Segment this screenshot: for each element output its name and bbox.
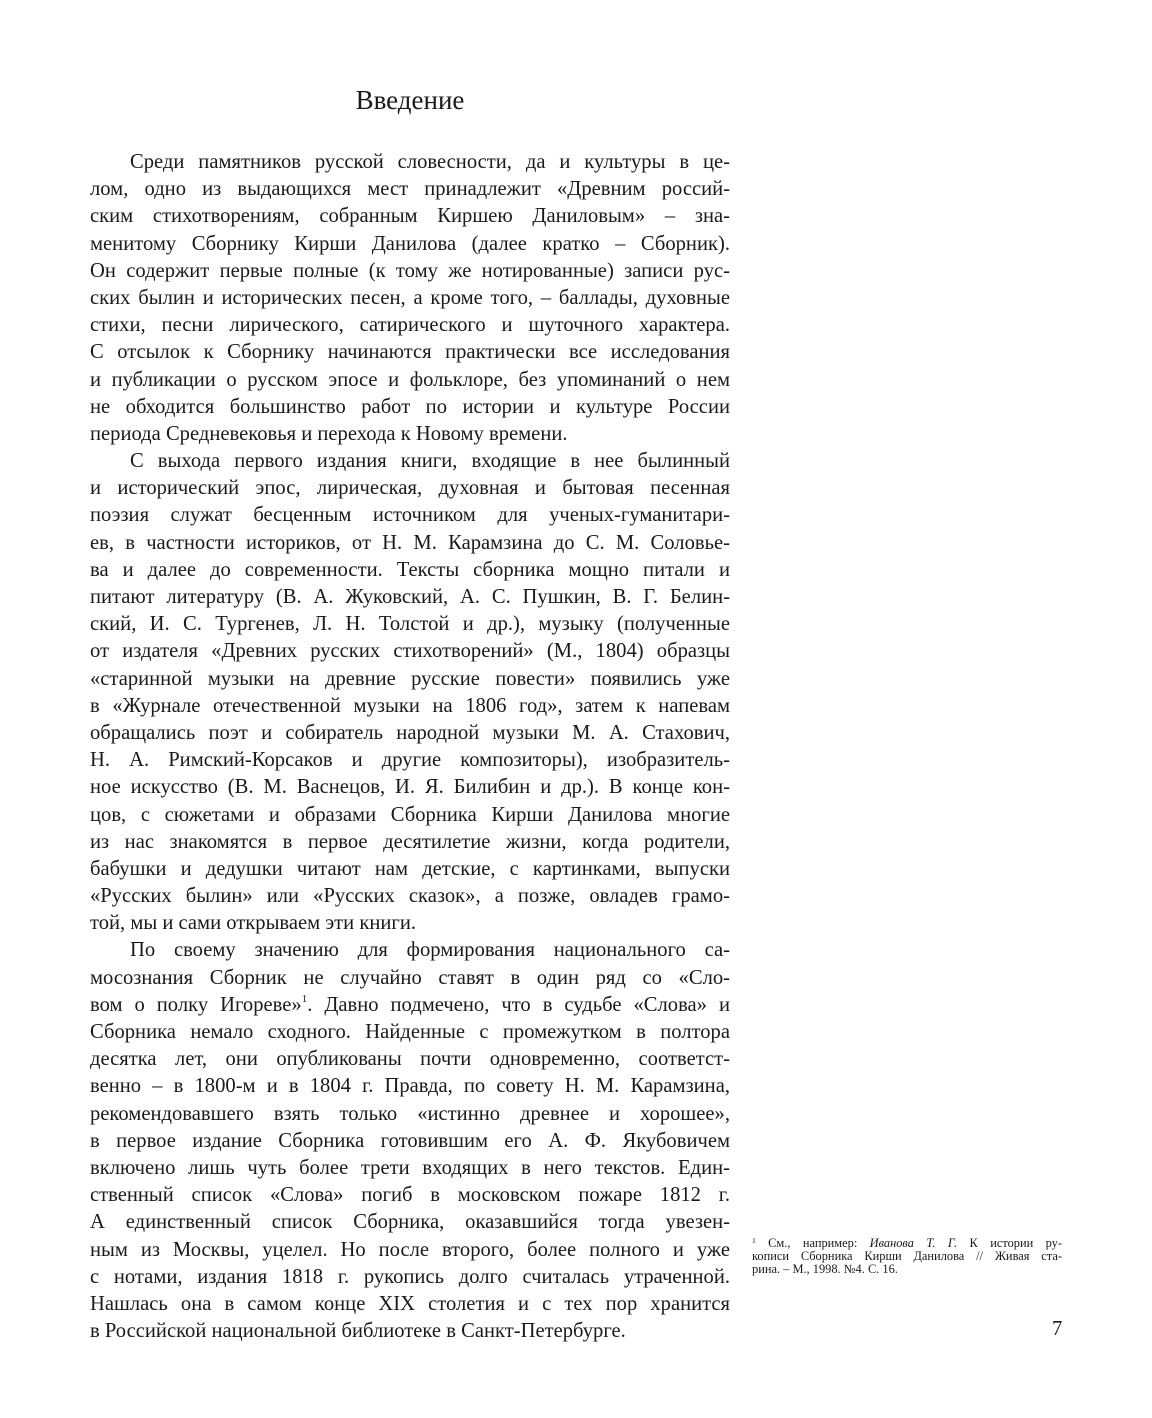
text-line: стихи, песни лирического, сатирического и шуточного характера.	[90, 314, 730, 337]
text-line: ным из Москвы, уцелел. Но после второго, более полного и уже	[90, 1238, 730, 1261]
text-line: А единственный список Сборника, оказавшийся тогда увезен-	[90, 1211, 730, 1234]
footnote-author: Иванова Т. Г.	[869, 1236, 958, 1250]
page-number: 7	[1052, 1318, 1063, 1340]
text-line: «Русских былин» или «Русских сказок», а позже, овладев грамо-	[90, 885, 730, 908]
text-line: в первое издание Сборника готовившим его А. Ф. Якубовичем	[90, 1129, 730, 1152]
text-line-with-footnote	[90, 992, 730, 1019]
footnote-mark: 1	[752, 1236, 756, 1245]
text-line: Нашлась она в самом конце XIX столетия и с тех пор хранится	[90, 1292, 730, 1315]
text-line: включено лишь чуть более трети входящих в него текстов. Един-	[90, 1156, 730, 1179]
text-line: рекомендовавшего взять только «истинно древнее и хорошее»,	[90, 1102, 730, 1125]
text-line: Н. А. Римский-Корсаков и другие композиторы), изобразитель-	[90, 749, 730, 772]
text-line: и исторический эпос, лирическая, духовная и бытовая песенная	[90, 477, 730, 500]
footnote-text: К истории ру-	[957, 1236, 1062, 1250]
text-line: ских былин и исторических песен, а кроме того, – баллады, духовные	[90, 286, 730, 309]
text-line: По своему значению для формирования национального са-	[130, 939, 730, 962]
text-line: поэзия служат бесценным источником для ученых-гуманитари-	[90, 504, 730, 527]
text-fragment: . Давно подмечено, что в судьбе «Слова» и	[307, 993, 730, 1016]
text-line: Сборника немало сходного. Найденные с промежутком в полтора	[90, 1021, 730, 1043]
footnote-line: кописи Сборника Кирши Данилова // Живая ста-	[752, 1249, 1062, 1263]
text-line: ва и далее до современности. Тексты сборника мощно питали и	[90, 558, 730, 581]
body-text	[90, 149, 730, 1345]
text-fragment: вом о полку Игореве»	[90, 993, 302, 1016]
text-line: периода Средневековья и перехода к Новому времени.	[90, 422, 568, 445]
text-line: ский, И. С. Тургенев, Л. Н. Толстой и др.), музыку (полученные	[90, 613, 730, 636]
text-line: не обходится большинство работ по истории и культуре России	[90, 395, 730, 418]
text-line: мосознания Сборник не случайно ставят в один ряд со «Сло-	[90, 966, 730, 989]
footnote	[752, 1237, 1062, 1276]
page-title: Введение	[355, 85, 465, 115]
text-line: цов, с сюжетами и образами Сборника Кирши Данилова многие	[90, 803, 730, 826]
text-line: ским стихотворениям, собранным Киршею Даниловым» – зна-	[90, 205, 730, 228]
text-line: десятка лет, они опубликованы почти одновременно, соответст-	[90, 1048, 730, 1071]
text-line: ное искусство (В. М. Васнецов, И. Я. Билибин и др.). В конце кон-	[90, 776, 730, 799]
text-line: с нотами, издания 1818 г. рукопись долго считалась утраченной.	[90, 1265, 730, 1288]
text-line: той, мы и сами открываем эти книги.	[90, 912, 417, 935]
footnote-reference[interactable]: 1	[301, 992, 308, 1005]
text-line: ственный список «Слова» погиб в московском пожаре 1812 г.	[90, 1184, 730, 1207]
text-line: в Российской национальной библиотеке в Санкт-Петербурге.	[90, 1320, 626, 1343]
text-line: бабушки и дедушки читают нам детские, с картинками, выпуски	[90, 857, 730, 880]
text-line: из нас знакомятся в первое десятилетие жизни, когда родители,	[90, 830, 730, 853]
text-line: ев, в частности историков, от Н. М. Карамзина до С. М. Соловье-	[90, 531, 730, 554]
footnote-line: рина. – М., 1998. №4. С. 16.	[752, 1262, 898, 1276]
text-line: С выхода первого издания книги, входящие в нее былинный	[130, 450, 730, 473]
text-line: и публикации о русском эпосе и фольклоре, без упоминаний о нем	[90, 368, 730, 391]
text-line: С отсылок к Сборнику начинаются практически все исследования	[90, 341, 730, 364]
text-line: от издателя «Древних русских стихотворений» (М., 1804) образцы	[90, 640, 730, 663]
text-line: венно – в 1800-м и в 1804 г. Правда, по совету Н. М. Карамзина,	[90, 1075, 730, 1098]
text-line: обращались поэт и собиратель народной музыки М. А. Стахович,	[90, 721, 730, 744]
text-line: Он содержит первые полные (к тому же нотированные) записи рус-	[90, 259, 730, 282]
text-line: лом, одно из выдающихся мест принадлежит «Древним россий-	[90, 178, 730, 201]
text-line: менитому Сборнику Кирши Данилова (далее кратко – Сборник).	[90, 232, 730, 255]
text-line: в «Журнале отечественной музыки на 1806 год», затем к напевам	[90, 694, 730, 717]
footnote-text: См., например:	[768, 1236, 870, 1250]
text-line: Среди памятников русской словесности, да и культуры в це-	[130, 151, 730, 173]
text-line: «старинной музыки на древние русские повести» появились уже	[90, 667, 730, 690]
text-line: питают литературу (В. А. Жуковский, А. С. Пушкин, В. Г. Белин-	[90, 586, 730, 608]
